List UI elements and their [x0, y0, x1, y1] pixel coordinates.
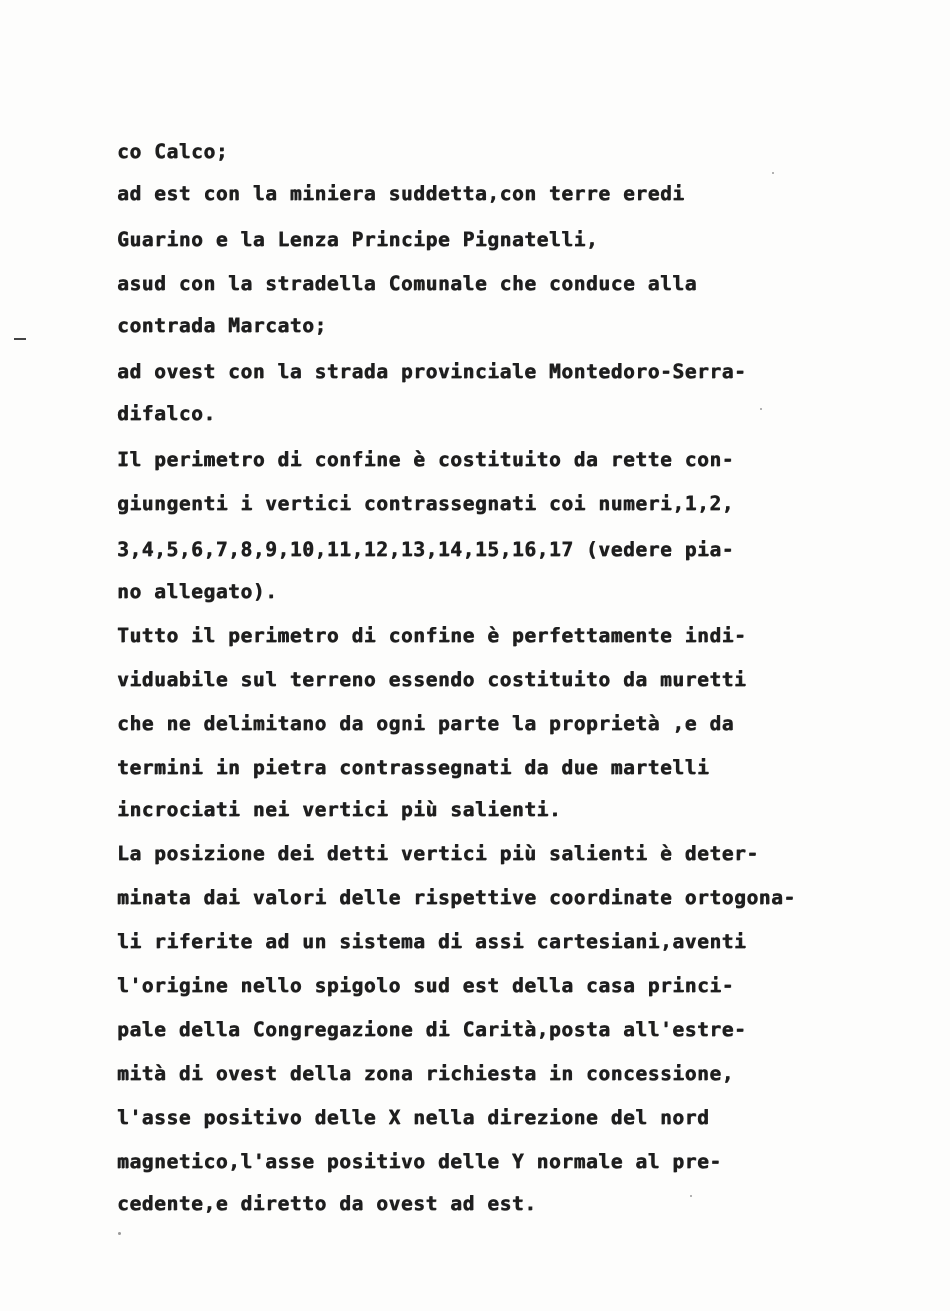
paper-speck — [690, 1195, 692, 1197]
text-line: Il perimetro di confine è costituito da rette con- — [117, 448, 734, 471]
text-line: minata dai valori delle rispettive coordinate ortogona- — [117, 886, 796, 909]
text-line: contrada Marcato; — [117, 314, 327, 337]
text-line: l'asse positivo delle X nella direzione del nord — [117, 1106, 710, 1129]
text-line: li riferite ad un sistema di assi cartesiani,aventi — [117, 930, 747, 953]
text-line: 3,4,5,6,7,8,9,10,11,12,13,14,15,16,17 (vedere pia- — [117, 538, 734, 561]
text-line: l'origine nello spigolo sud est della casa princi- — [117, 974, 734, 997]
text-line: La posizione dei detti vertici più salienti è deter- — [117, 842, 759, 865]
paper-speck — [118, 1232, 121, 1235]
text-line: difalco. — [117, 402, 216, 425]
text-line: viduabile sul terreno essendo costituito da muretti — [117, 668, 747, 691]
text-line: giungenti i vertici contrassegnati coi numeri,1,2, — [117, 492, 734, 515]
text-line: mità di ovest della zona richiesta in concessione, — [117, 1062, 734, 1085]
text-line: no allegato). — [117, 580, 278, 603]
paper-speck — [772, 172, 774, 174]
text-line: ad est con la miniera suddetta,con terre eredi — [117, 182, 685, 205]
text-line: Guarino e la Lenza Principe Pignatelli, — [117, 228, 599, 251]
text-line: magnetico,l'asse positivo delle Y normale al pre- — [117, 1150, 722, 1173]
text-line: termini in pietra contrassegnati da due martelli — [117, 756, 710, 779]
text-line: incrociati nei vertici più salienti. — [117, 798, 562, 821]
text-line: asud con la stradella Comunale che conduce alla — [117, 272, 697, 295]
paper-speck — [760, 408, 762, 410]
text-line: pale della Congregazione di Carità,posta all'estre- — [117, 1018, 747, 1041]
text-line: co Calco; — [117, 140, 229, 163]
text-line: che ne delimitano da ogni parte la proprietà ,e da — [117, 712, 734, 735]
text-line: cedente,e diretto da ovest ad est. — [117, 1192, 537, 1215]
text-line: Tutto il perimetro di confine è perfettamente indi- — [117, 624, 747, 647]
text-line: ad ovest con la strada provinciale Montedoro-Serra- — [117, 360, 747, 383]
